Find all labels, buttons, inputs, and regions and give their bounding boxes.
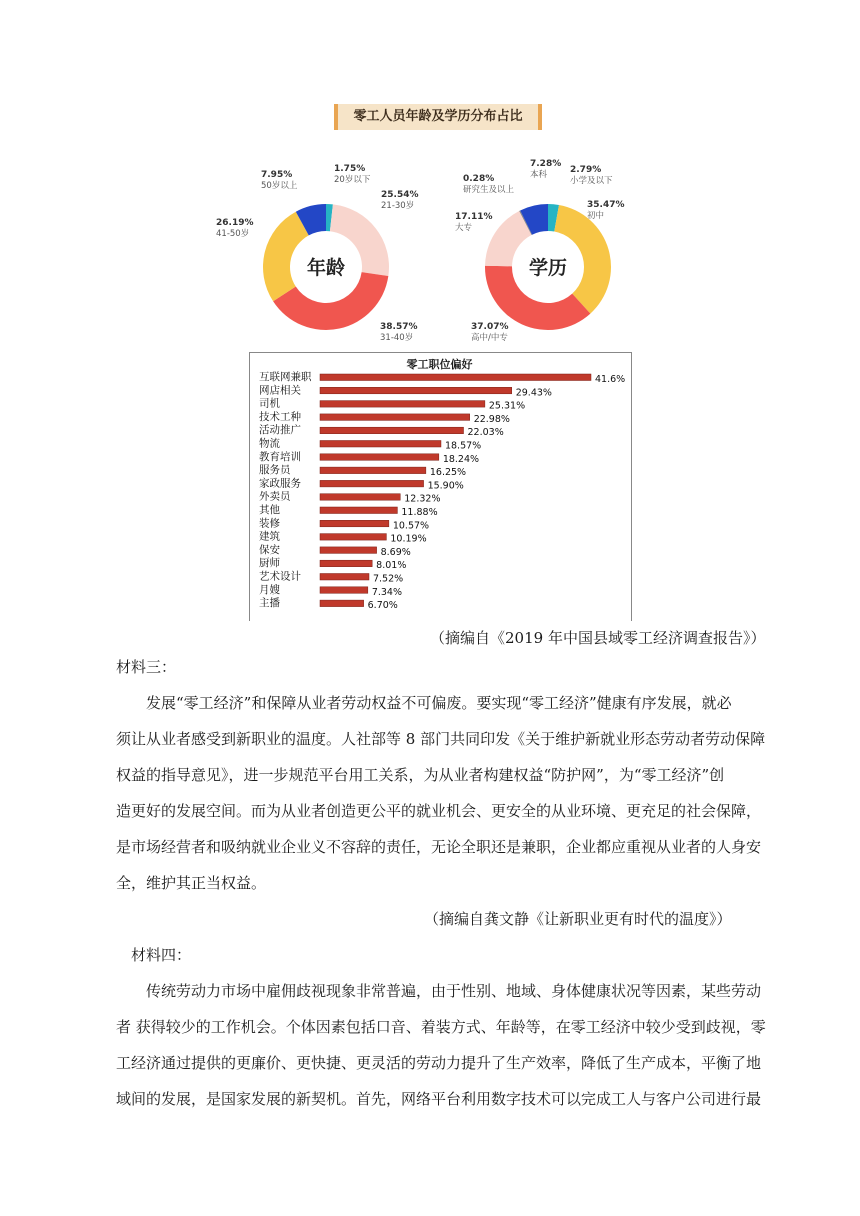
bar-category-label: 其他: [259, 504, 280, 516]
material-3-line-3: 权益的指导意见》，进一步规范平台用工关系，为从业者构建权益“防护网”，为“零工经济”创: [116, 766, 725, 784]
bar: [320, 534, 386, 541]
bar: [320, 520, 389, 527]
bar-category-label: 建筑: [259, 530, 280, 543]
bar-category-label: 技术工种: [259, 410, 301, 423]
material-3-line-4: 造更好的发展空间。而为从业者创造更公平的就业机会、更安全的从业环境、更充足的社会保障，: [116, 802, 762, 820]
bar: [320, 467, 426, 474]
bar: [320, 441, 441, 448]
material-3-heading: 材料三：: [116, 658, 177, 676]
age-donut-slice-3: [263, 212, 309, 302]
bar-value-label: 12.32%: [404, 493, 441, 505]
bar-value-label: 22.03%: [467, 427, 504, 439]
age-label-21-30: 25.54% 21-30岁: [381, 190, 419, 211]
bar-value-label: 15.90%: [427, 480, 464, 492]
bar-value-label: 16.25%: [429, 467, 467, 479]
bar-value-label: 22.98%: [473, 413, 510, 425]
bar: [320, 574, 369, 581]
material-3-line-6: 全，维护其正当权益。: [116, 874, 267, 892]
bar: [320, 587, 368, 594]
bar-value-label: 7.52%: [372, 573, 404, 585]
infographic-title-band: [334, 104, 542, 130]
bar: [320, 560, 372, 567]
material-4-line-3: 工经济通过提供的更廉价、更快捷、更灵活的劳动力提升了生产效率，降低了生产成本，平衡了地: [116, 1054, 762, 1072]
bar-category-label: 物流: [259, 437, 280, 450]
bar-category-label: 艺术设计: [259, 570, 301, 583]
edu-donut-center-label: 学历: [528, 257, 568, 279]
edu-label-graduate: 0.28% 研究生及以上: [463, 174, 515, 195]
edu-label-bachelor: 7.28% 本科: [530, 159, 562, 180]
bar-category-label: 互联网兼职: [259, 371, 312, 383]
infographic-title: 零工人员年龄及学历分布占比: [353, 109, 523, 124]
source-note-article: （摘编自龚文静《让新职业更有时代的温度》）: [424, 910, 732, 928]
bar-value-label: 8.01%: [376, 560, 407, 572]
material-3-line-2: 须让从业者感受到新职业的温度。人社部等 8 部门共同印发《关于维护新就业形态劳动者劳动保障: [116, 730, 766, 748]
bar-value-label: 10.57%: [392, 520, 430, 532]
bar-category-label: 活动推广: [259, 424, 301, 437]
bar-chart: [250, 368, 630, 620]
bar-category-label: 家政服务: [259, 477, 301, 490]
material-4-heading: 材料四：: [131, 946, 192, 964]
bar: [320, 494, 400, 501]
material-4-line-4: 域间的发展，是国家发展的新契机。首先，网络平台利用数字技术可以完成工人与客户公司进行最: [116, 1090, 762, 1108]
bar-value-label: 11.88%: [401, 507, 438, 518]
bar: [320, 374, 591, 381]
bar-chart-title: 零工职位偏好: [406, 358, 473, 371]
bar: [320, 387, 512, 394]
material-4-line-1: 传统劳动力市场中雇佣歧视现象非常普遍，由于性别、地域、身体健康状况等因素，某些劳动: [146, 982, 762, 1000]
bar-category-label: 保安: [259, 543, 280, 556]
bar: [320, 547, 377, 554]
bar-value-label: 29.43%: [515, 387, 552, 399]
age-label-31-40: 38.57% 31-40岁: [380, 322, 418, 343]
bar-category-label: 厨师: [259, 557, 280, 570]
material-4-line-2: 者 获得较少的工作机会。个体因素包括口音、着装方式、年龄等，在零工经济中较少受到歧视，零: [116, 1018, 766, 1036]
bar-value-label: 41.6%: [595, 374, 626, 385]
bar: [320, 454, 439, 461]
bar-category-label: 装修: [259, 517, 280, 530]
age-label-over50: 7.95% 50岁以上: [261, 170, 298, 191]
bar-category-label: 外卖员: [259, 490, 291, 503]
bar-value-label: 25.31%: [488, 400, 526, 412]
bar-value-label: 18.24%: [442, 453, 480, 465]
bar: [320, 507, 397, 514]
edu-label-senior: 37.07% 高中/中专: [471, 322, 509, 343]
bar-value-label: 10.19%: [390, 533, 427, 545]
material-3-line-5: 是市场经营者和吸纳就业企业义不容辞的责任，无论全职还是兼职，企业都应重视从业者的人身安: [116, 838, 762, 856]
age-donut-center-label: 年龄: [306, 257, 346, 279]
bar: [320, 427, 464, 434]
edu-label-junior: 35.47% 初中: [587, 200, 625, 221]
bar: [320, 600, 364, 607]
material-3-line-1: 发展“零工经济”和保障从业者劳动权益不可偏废。要实现“零工经济”健康有序发展，就必: [146, 694, 732, 712]
bar-category-label: 司机: [259, 397, 280, 410]
edu-label-college: 17.11% 大专: [455, 212, 493, 233]
bar-category-label: 网店相关: [259, 384, 301, 397]
age-label-41-50: 26.19% 41-50岁: [216, 218, 254, 239]
bar-category-label: 月嫂: [259, 583, 280, 596]
source-note-report: （摘编自《2019 年中国县域零工经济调查报告》）: [430, 629, 766, 647]
age-label-under20: 1.75% 20岁以下: [334, 164, 371, 185]
edu-label-primary: 2.79% 小学及以下: [570, 165, 613, 186]
bar-value-label: 7.34%: [371, 586, 403, 598]
bar-value-label: 18.57%: [444, 440, 482, 452]
bar: [320, 401, 485, 408]
bar: [320, 480, 424, 487]
bar-value-label: 8.69%: [380, 546, 411, 558]
bar-category-label: 教育培训: [259, 450, 301, 463]
bar: [320, 414, 470, 421]
bar-category-label: 服务员: [259, 464, 291, 477]
bar-category-label: 主播: [259, 597, 280, 610]
bar-value-label: 6.70%: [367, 600, 398, 612]
